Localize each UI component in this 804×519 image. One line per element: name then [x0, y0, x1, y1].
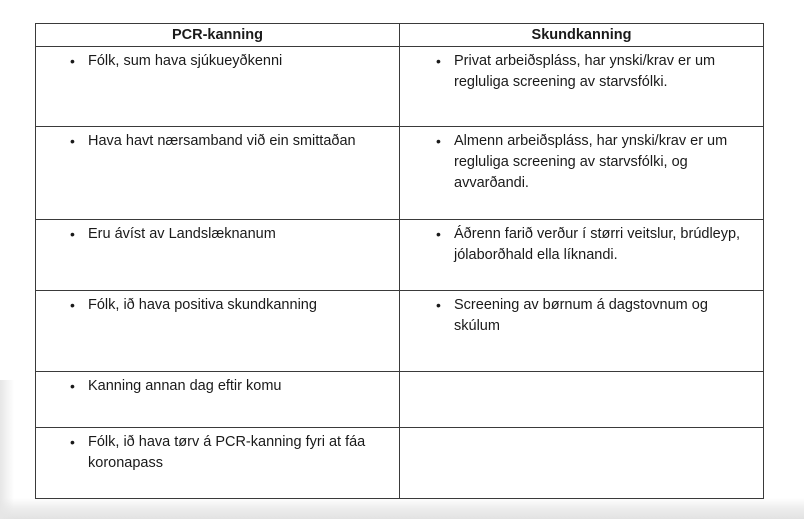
- cell-pcr: [36, 291, 400, 372]
- cell-text: Fólk, sum hava sjúkueyðkenni: [88, 53, 283, 69]
- table-row: [36, 127, 764, 220]
- cell-text: Almenn arbeiðspláss, har ynski/krav er um regluliga screening av starvsfólki, og avvarðandi.: [454, 133, 728, 191]
- bullet-icon: •: [70, 434, 75, 450]
- table-row: [36, 47, 764, 127]
- cell-pcr: [36, 220, 400, 291]
- table-row: [36, 428, 764, 499]
- cell-skund: [400, 220, 764, 291]
- bullet-icon: •: [436, 133, 441, 149]
- table-row: [36, 220, 764, 291]
- bullet-icon: •: [70, 133, 75, 149]
- cell-text: Kanning annan dag eftir komu: [88, 378, 282, 394]
- comparison-table: [35, 23, 764, 499]
- cell-pcr: [36, 47, 400, 127]
- bullet-icon: •: [436, 53, 441, 69]
- table-row: [36, 372, 764, 428]
- cell-skund-empty: [400, 428, 764, 499]
- cell-pcr: [36, 127, 400, 220]
- cell-text: Hava havt nærsamband við ein smittaðan: [88, 133, 356, 149]
- bullet-icon: •: [70, 297, 75, 313]
- bullet-icon: •: [70, 378, 75, 394]
- header-pcr: PCR-kanning: [36, 24, 400, 47]
- cell-text: Privat arbeiðspláss, har ynski/krav er um regluliga screening av starvsfólki.: [454, 53, 716, 90]
- bullet-icon: •: [436, 226, 441, 242]
- cell-text: Fólk, ið hava tørv á PCR-kanning fyri at fáa koronapass: [88, 434, 366, 471]
- bullet-icon: •: [70, 53, 75, 69]
- cell-skund: [400, 291, 764, 372]
- bullet-icon: •: [70, 226, 75, 242]
- table-header-row: [36, 24, 764, 47]
- cell-text: Eru ávíst av Landslæknanum: [88, 226, 276, 242]
- cell-pcr: [36, 428, 400, 499]
- bullet-icon: •: [436, 297, 441, 313]
- header-skund: Skundkanning: [400, 24, 764, 47]
- cell-text: Áðrenn farið verður í størri veitslur, brúdleyp, jólaborðhald ella líknandi.: [454, 226, 741, 263]
- cell-pcr: [36, 372, 400, 428]
- cell-text: Screening av børnum á dagstovnum og skúlum: [454, 297, 708, 334]
- cell-text: Fólk, ið hava positiva skundkanning: [88, 297, 317, 313]
- cell-skund: [400, 127, 764, 220]
- cell-skund-empty: [400, 372, 764, 428]
- cell-skund: [400, 47, 764, 127]
- window-edge-shadow: [0, 380, 14, 519]
- table-row: [36, 291, 764, 372]
